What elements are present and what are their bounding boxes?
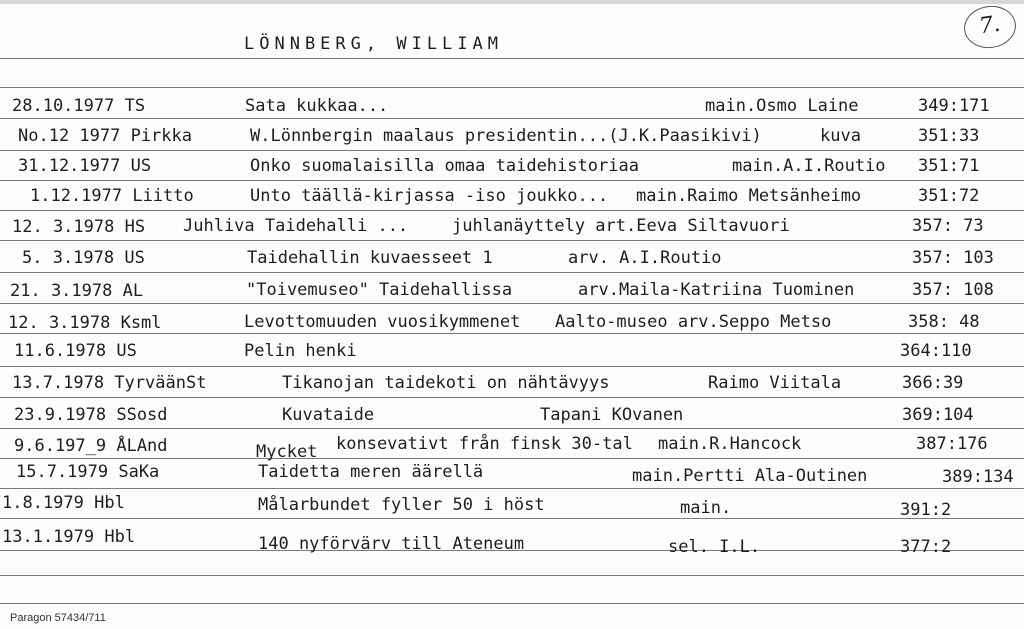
rule-line (0, 428, 1024, 429)
rule-line (0, 272, 1024, 273)
entry-note: main.A.I.Routio (732, 156, 886, 176)
card-title: LÖNNBERG, WILLIAM (244, 34, 503, 54)
card-footer-print: Paragon 57434/711 (10, 612, 106, 624)
entry-note: main.Pertti Ala-Outinen (632, 466, 868, 486)
entry-ref: 377:2 (900, 537, 952, 557)
card-number: 7. (961, 3, 1018, 52)
entry-ref: 357: 103 (912, 248, 994, 268)
entry-note: Aalto-museo arv.Seppo Metso (555, 312, 832, 332)
rule-line (0, 210, 1024, 211)
entry-note: juhlanäyttely art.Eeva Siltavuori (452, 216, 790, 236)
entry-note: sel. I.L. (668, 537, 761, 557)
rule-line (0, 150, 1024, 151)
entry-ref: 351:72 (918, 186, 980, 206)
entry-date-source: 13.7.1978 TyrväänSt (12, 373, 207, 393)
entry-title: Juhliva Taidehalli ... (183, 216, 409, 236)
entry-date-source: 1.12.1977 Liitto (30, 186, 194, 206)
entry-ref: 351:33 (918, 126, 980, 146)
entry-title: Unto täällä-kirjassa -iso joukko... (250, 186, 609, 206)
entry-title: Levottomuuden vuosikymmenet (244, 312, 521, 332)
entry-ref: 364:110 (900, 341, 972, 361)
entry-ref: 357: 108 (912, 280, 994, 300)
entry-title: W.Lönnbergin maalaus presidentin...(J.K.Paasikivi) (250, 126, 762, 146)
entry-date-source: 13.1.1979 Hbl (2, 527, 136, 547)
top-edge (0, 0, 1024, 4)
entry-title: 140 nyförvärv till Ateneum (258, 534, 525, 554)
rule-line (0, 518, 1024, 519)
rule-line (0, 366, 1024, 367)
entry-title: Onko suomalaisilla omaa taidehistoriaa (250, 156, 639, 176)
entry-note: arv. A.I.Routio (568, 248, 722, 268)
entry-title: Taidehallin kuvaesseet 1 (247, 248, 493, 268)
entry-note: main.R.Hancock (658, 434, 802, 454)
entry-note: Tapani KOvanen (540, 405, 684, 425)
entry-note: Raimo Viitala (708, 373, 842, 393)
entry-ref: 351:71 (918, 156, 980, 176)
entry-ref: 391:2 (900, 500, 952, 520)
entry-ref: 357: 73 (912, 216, 984, 236)
rule-line (0, 180, 1024, 181)
entry-date-source: 12. 3.1978 Ksml (8, 313, 162, 333)
entry-date-source: 5. 3.1978 US (22, 248, 145, 268)
rule-line (0, 240, 1024, 241)
rule-line (0, 58, 1024, 59)
rule-line (0, 397, 1024, 398)
entry-note: main. (680, 498, 732, 518)
entry-date-source: 15.7.1979 SaKa (16, 462, 160, 482)
entry-date-source: 12. 3.1978 HS (12, 217, 146, 237)
entry-ref: 389:134 (942, 467, 1014, 487)
entry-date-source: 11.6.1978 US (14, 341, 137, 361)
entry-ref: 366:39 (902, 373, 964, 393)
entry-note: main.Raimo Metsänheimo (636, 186, 862, 206)
entry-date-source: 28.10.1977 TS (12, 96, 146, 116)
entry-date-source: 31.12.1977 US (18, 156, 152, 176)
entry-date-source: 9.6.197_9 ÅLAnd (14, 436, 168, 456)
entry-title: Kuvataide (282, 405, 375, 425)
rule-line (0, 303, 1024, 304)
entry-ref: 387:176 (916, 434, 988, 454)
rule-line (0, 87, 1024, 88)
entry-ref: 358: 48 (908, 312, 980, 332)
entry-date-source: 23.9.1978 SSosd (14, 405, 168, 425)
rule-line (0, 575, 1024, 576)
entry-note: arv.Maila-Katriina Tuominen (578, 280, 855, 300)
entry-title: Tikanojan taidekoti on nähtävyys (282, 373, 610, 393)
entry-date-source: 21. 3.1978 AL (10, 281, 144, 301)
rule-line (0, 333, 1024, 334)
entry-title: Pelin henki (244, 341, 357, 361)
entry-title-continued: konsevativt från finsk 30-tal (336, 434, 633, 454)
rule-line (0, 458, 1024, 459)
rule-line (0, 118, 1024, 119)
entry-date-source: No.12 1977 Pirkka (18, 126, 192, 146)
entry-note: main.Osmo Laine (705, 96, 859, 116)
entry-title: "Toivemuseo" Taidehallissa (246, 280, 513, 300)
entry-date-source: 1.8.1979 Hbl (2, 493, 125, 513)
rule-line (0, 488, 1024, 489)
entry-title: Mycket (256, 442, 318, 462)
rule-line (0, 603, 1024, 604)
entry-note: kuva (820, 126, 861, 146)
entry-title: Taidetta meren äärellä (258, 462, 484, 482)
entry-title: Målarbundet fyller 50 i höst (258, 495, 545, 515)
entry-ref: 349:171 (918, 96, 990, 116)
entry-ref: 369:104 (902, 405, 974, 425)
entry-title: Sata kukkaa... (245, 96, 389, 116)
